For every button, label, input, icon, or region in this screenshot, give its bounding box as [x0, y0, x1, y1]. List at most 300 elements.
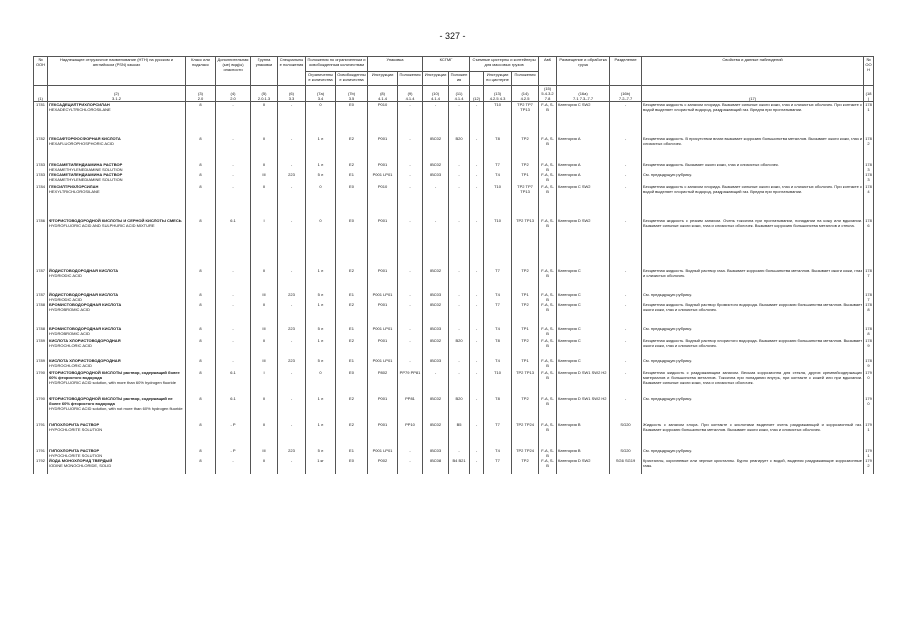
column-number — [34, 86, 48, 102]
name-en: HYDROFLUORIC ACID solution, with not more than 60% hydrogen fluoride — [49, 405, 183, 411]
column-number-label: (16b) — [620, 91, 631, 96]
un-number-right: 1787 — [864, 268, 874, 292]
ibc-provision: - — [449, 370, 470, 396]
column-12: - — [470, 448, 484, 458]
column-number-label: (1) — [38, 96, 43, 101]
name-ru: ГЕКСИЛТРИХЛОРСИЛАН — [49, 183, 99, 189]
stowage: Категория D SW2 — [557, 218, 610, 268]
packing-instruction: P001 — [368, 136, 398, 162]
special-provisions: - — [278, 218, 306, 268]
table-row — [34, 172, 874, 184]
column-reference: 3.1.2 — [112, 96, 121, 101]
tank-instruction: T7 — [484, 268, 512, 292]
column-reference: 2.0.1.3 — [257, 96, 271, 101]
un-number: 1787 — [34, 292, 48, 302]
name-en: HYDROFLUORIC ACID solution, with more than 60% hydrogen fluoride — [49, 379, 176, 385]
properties: Кристаллы, коричневые или черные кристаллы. Бурно реагирует с водой, выделяя раздражающие коррозионные газы. — [642, 458, 864, 474]
name-en: HYDRIODIC ACID — [49, 272, 82, 278]
un-number: 1784 — [34, 184, 48, 218]
name-ru: КИСЛОТА ХЛОРИСТОВОДОРОДНАЯ — [49, 357, 121, 363]
table-row — [34, 396, 874, 422]
packing-group: II — [251, 184, 278, 218]
name-ru: ГЕКСАМЕТИЛЕНДИАМИНА РАСТВОР — [49, 171, 123, 177]
column-reference: 4.1.4 — [431, 96, 440, 101]
shipping-name — [48, 326, 186, 338]
limited-quantity: 1 л — [306, 302, 336, 326]
ibc-provision: B20 — [449, 338, 470, 358]
shipping-name — [48, 448, 186, 458]
column-reference: 5.4.3.2 7.8 — [541, 91, 554, 101]
excepted-quantity: E1 — [336, 326, 368, 338]
un-number-right: 1786 — [864, 218, 874, 268]
packing-instruction: P001 — [368, 338, 398, 358]
un-number: 1782 — [34, 136, 48, 162]
excepted-quantity: E1 — [336, 172, 368, 184]
segregation: - — [610, 136, 642, 162]
properties: Бесцветная жидкость. Водный раствор газа. Вызывает коррозию большинства металлов. Вызывает ожоги кожи, глаз и слизистых оболочек. — [642, 268, 864, 292]
column-numbers-row — [34, 86, 874, 102]
excepted-quantity: E2 — [336, 302, 368, 326]
header-tank-instructions: Инструкции по цистерне — [484, 72, 512, 86]
un-number: 1781 — [34, 102, 48, 136]
packing-provision: PP81 — [398, 396, 423, 422]
ibc-instruction: IBC02 — [423, 302, 449, 326]
header-subsidiary-hazard: Дополнительная(ые) вид(ы) опасности — [216, 57, 251, 86]
packing-provision: - — [398, 458, 423, 474]
special-provisions: 223 — [278, 326, 306, 338]
ibc-instruction: - — [423, 102, 449, 136]
packing-instruction: P001 — [368, 218, 398, 268]
packing-group: III — [251, 172, 278, 184]
ems-code: F-A, S-B — [539, 326, 557, 338]
tank-instruction: T8 — [484, 396, 512, 422]
name-ru: ГИПОХЛОРИТА РАСТВОР — [49, 421, 100, 427]
special-provisions: 223 — [278, 172, 306, 184]
stowage: Категория C — [557, 326, 610, 338]
tank-instruction: T4 — [484, 448, 512, 458]
packing-provision: - — [398, 358, 423, 370]
name-ru: ФТОРИСТОВОДОРОДНОЙ КИСЛОТЫ раствор, содержащий более 60% фтористого водорода — [49, 369, 180, 380]
packing-instruction: P001 — [368, 422, 398, 448]
header-stowage: Размещение и обработка груза — [557, 57, 610, 86]
packing-instruction: P001 LP01 — [368, 172, 398, 184]
ibc-instruction: - — [423, 218, 449, 268]
tank-provision: TP2 — [512, 136, 539, 162]
special-provisions: 223 — [278, 448, 306, 458]
ibc-provision: - — [449, 162, 470, 172]
subsidiary-hazard: 6.1 — [216, 370, 251, 396]
ems-code: F-A, S-B — [539, 302, 557, 326]
tank-instruction: T10 — [484, 370, 512, 396]
ems-code: F-A, S-B — [539, 102, 557, 136]
ibc-instruction: IBC02 — [423, 136, 449, 162]
excepted-quantity: E1 — [336, 292, 368, 302]
name-ru: ФТОРИСТОВОДОРОДНОЙ КИСЛОТЫ И СЕРНОЙ КИСЛОТЫ СМЕСЬ — [49, 217, 182, 223]
column-number — [398, 86, 423, 102]
segregation: - — [610, 358, 642, 370]
header-tank-provisions: Положения — [512, 72, 539, 86]
shipping-name — [48, 422, 186, 448]
stowage: Категория A — [557, 136, 610, 162]
special-provisions: - — [278, 396, 306, 422]
ibc-provision: - — [449, 102, 470, 136]
column-number — [306, 86, 336, 102]
column-number — [368, 86, 398, 102]
un-number: 1791 — [34, 422, 48, 448]
name-en: HYDROCHLORIC ACID — [49, 362, 92, 368]
limited-quantity: 1 кг — [306, 458, 336, 474]
ibc-instruction: IBC03 — [423, 448, 449, 458]
tank-provision: TP2 — [512, 396, 539, 422]
name-en: IODINE MONOCHLORIDE, SOLID — [49, 462, 112, 468]
tank-provision: TP2 TP7 TP13 — [512, 184, 539, 218]
column-number — [336, 86, 368, 102]
limited-quantity: 5 л — [306, 292, 336, 302]
column-12: - — [470, 172, 484, 184]
column-reference: 4.1.4 — [405, 96, 415, 101]
column-reference: 3.3 — [288, 96, 295, 101]
shipping-name — [48, 302, 186, 326]
class: 8 — [186, 396, 216, 422]
column-number-label: (5) — [261, 91, 267, 96]
un-number: 1789 — [34, 358, 48, 370]
ems-code: F-A, S-B — [539, 396, 557, 422]
stowage: Категория A — [557, 162, 610, 172]
ibc-provision: B20 — [449, 396, 470, 422]
subsidiary-hazard: - — [216, 458, 251, 474]
packing-group: II — [251, 396, 278, 422]
ibc-provision: B20 — [449, 136, 470, 162]
table-row — [34, 292, 874, 302]
segregation: - — [610, 102, 642, 136]
name-ru: ГЕКСАМЕТИЛЕНДИАМИНА РАСТВОР — [49, 161, 123, 167]
ems-code: F-A, S-B — [539, 358, 557, 370]
table-row — [34, 102, 874, 136]
tank-instruction: T7 — [484, 458, 512, 474]
shipping-name — [48, 136, 186, 162]
column-number-label: (15) — [543, 86, 552, 91]
name-en: HYDRIODIC ACID — [49, 296, 82, 302]
header-properties: Свойства и данные наблюдений — [642, 57, 864, 86]
subsidiary-hazard: - — [216, 268, 251, 292]
column-number-label: (10) — [431, 91, 440, 96]
column-number-label: (14) — [521, 91, 529, 96]
column-12: - — [470, 162, 484, 172]
packing-group: II — [251, 268, 278, 292]
tank-provision: TP1 — [512, 326, 539, 338]
column-reference: 7.1 7.3–7.7 — [573, 96, 594, 101]
segregation: SG20 — [610, 448, 642, 458]
ems-code: F-A, S-B — [539, 338, 557, 358]
column-number — [539, 86, 557, 102]
column-number-label: (13) — [493, 91, 502, 96]
un-number-right: 1789 — [864, 338, 874, 358]
table-row — [34, 302, 874, 326]
shipping-name — [48, 292, 186, 302]
packing-instruction: P010 — [368, 102, 398, 136]
table-row — [34, 326, 874, 338]
tank-instruction: T4 — [484, 358, 512, 370]
tank-instruction: T4 — [484, 326, 512, 338]
name-ru: ЙОДА МОНОХЛОРИД ТВЕРДЫЙ — [49, 457, 113, 463]
subsidiary-hazard: - — [216, 102, 251, 136]
ibc-provision: - — [449, 302, 470, 326]
un-number-right: 1784 — [864, 184, 874, 218]
column-number-label: (12) — [472, 96, 481, 101]
header-ems: АвК — [539, 57, 557, 86]
un-number-right: 1787 — [865, 291, 872, 302]
subsidiary-hazard: - — [216, 162, 251, 172]
segregation: - — [610, 172, 642, 184]
ibc-instruction: IBC02 — [423, 268, 449, 292]
un-number: 1792 — [34, 458, 48, 474]
shipping-name — [48, 458, 186, 474]
column-number — [449, 86, 470, 102]
packing-group: III — [251, 326, 278, 338]
stowage: Категория C SW2 — [557, 184, 610, 218]
properties: Бесцветная жидкость. Водный раствор хлористого водорода. Вызывает коррозию большинства металлов. Вызывает ожоги кожи, глаз и слизистых оболочек. — [642, 338, 864, 358]
tank-provision: TP2 TP13 — [512, 370, 539, 396]
ibc-instruction: IBC08 — [423, 458, 449, 474]
column-number — [48, 86, 186, 102]
ibc-provision: - — [449, 448, 470, 458]
column-12: - — [470, 102, 484, 136]
packing-instruction: P001 LP01 — [368, 326, 398, 338]
table-row — [34, 458, 874, 474]
class: 8 — [186, 448, 216, 458]
excepted-quantity: E2 — [336, 338, 368, 358]
limited-quantity: 1 л — [306, 268, 336, 292]
shipping-name — [48, 184, 186, 218]
segregation: - — [610, 326, 642, 338]
packing-provision: - — [398, 136, 423, 162]
name-en: HEXAMETHYLENEDIAMINE SOLUTION — [49, 176, 123, 182]
packing-provision: - — [398, 326, 423, 338]
name-ru: ГЕКСАДЕЦИЛТРИХЛОРСИЛАН — [49, 102, 110, 107]
header-packing-group: Группа упаковки — [251, 57, 278, 86]
column-12: - — [470, 184, 484, 218]
class: 8 — [186, 292, 216, 302]
column-number — [423, 86, 449, 102]
header-un-no-right: № ООН — [864, 57, 874, 86]
stowage: Категория B — [557, 448, 610, 458]
class: 8 — [186, 162, 216, 172]
subsidiary-hazard: - — [216, 338, 251, 358]
ibc-instruction: IBC03 — [423, 358, 449, 370]
table-row — [34, 358, 874, 370]
excepted-quantity: E0 — [336, 370, 368, 396]
shipping-name — [48, 338, 186, 358]
shipping-name — [48, 102, 186, 136]
ems-code: F-A, S-B — [539, 458, 557, 474]
ibc-provision: - — [449, 172, 470, 184]
class: 8 — [186, 338, 216, 358]
ems-code: F-A, S-B — [539, 162, 557, 172]
packing-instruction: P002 — [368, 458, 398, 474]
column-number-label: (11) — [455, 91, 463, 96]
shipping-name — [48, 358, 186, 370]
column-reference: 2.0 — [197, 96, 204, 101]
subsidiary-hazard: - — [216, 292, 251, 302]
un-number: 1788 — [34, 326, 48, 338]
subsidiary-hazard: - P — [216, 448, 251, 458]
column-number-label: (9) — [407, 91, 413, 96]
subsidiary-hazard: 6.1 — [216, 218, 251, 268]
class: 8 — [186, 102, 216, 136]
excepted-quantity: E1 — [336, 358, 368, 370]
excepted-quantity: E0 — [336, 218, 368, 268]
stowage: Категория B — [557, 422, 610, 448]
header-col12 — [470, 72, 484, 86]
un-number: 1791 — [34, 448, 48, 458]
un-number-right: 1783 — [865, 171, 872, 182]
special-provisions: - — [278, 162, 306, 172]
header-segregation: Разделение — [610, 57, 642, 86]
column-number — [484, 86, 512, 102]
special-provisions: - — [278, 268, 306, 292]
tank-instruction: T7 — [484, 162, 512, 172]
header-packaging: Упаковка — [368, 57, 423, 72]
ems-code: F-A, S-B — [539, 448, 557, 458]
ems-code: F-A, S-B — [539, 370, 557, 396]
column-number — [512, 86, 539, 102]
tank-instruction: T4 — [484, 172, 512, 184]
tank-provision: TP2 — [512, 338, 539, 358]
class: 8 — [186, 184, 216, 218]
segregation: - — [610, 162, 642, 172]
special-provisions: - — [278, 136, 306, 162]
column-number-label: (7a) — [316, 91, 325, 96]
properties: См. предыдущую рубрику. — [642, 358, 864, 370]
packing-provision: - — [398, 268, 423, 292]
excepted-quantity: E2 — [336, 396, 368, 422]
excepted-quantity: E0 — [336, 458, 368, 474]
limited-quantity: 0 — [306, 218, 336, 268]
class: 8 — [186, 218, 216, 268]
ibc-instruction: - — [423, 370, 449, 396]
ibc-instruction: IBC03 — [423, 326, 449, 338]
subsidiary-hazard: - — [216, 302, 251, 326]
un-number-right: 1781 — [864, 102, 874, 136]
un-number-right: 1788 — [865, 325, 872, 336]
ibc-provision: - — [449, 268, 470, 292]
header-ibc-instructions: Инструкции — [423, 72, 449, 86]
column-number — [186, 86, 216, 102]
ems-code: F-A, S-B — [539, 218, 557, 268]
excepted-quantity: E2 — [336, 162, 368, 172]
stowage: Категория D SW2 — [557, 458, 610, 474]
column-12: - — [470, 218, 484, 268]
dangerous-goods-table — [33, 56, 874, 474]
segregation: - — [610, 370, 642, 396]
column-reference: 4.1.4 — [378, 96, 387, 101]
limited-quantity: 5 л — [306, 358, 336, 370]
name-en: HYPOCHLORITE SOLUTION — [49, 426, 103, 432]
column-number — [470, 86, 484, 102]
un-number: 1790 — [34, 396, 48, 422]
column-12: - — [470, 268, 484, 292]
packing-provision: - — [398, 184, 423, 218]
excepted-quantity: E2 — [336, 268, 368, 292]
ems-code: F-A, S-B — [539, 292, 557, 302]
column-number-label: (7b) — [347, 91, 356, 96]
header-excepted-qty: Освобожденные количества — [336, 72, 368, 86]
properties: См. предыдущую рубрику. — [642, 326, 864, 338]
name-en: HEXYLTRICHLOROSILANE — [49, 188, 100, 194]
column-reference: 3.4 — [317, 96, 324, 101]
name-ru: ФТОРИСТОВОДОРОДНОЙ КИСЛОТЫ раствор, содержащий не более 60% фтористого водорода — [49, 395, 173, 406]
shipping-name — [48, 172, 186, 184]
ibc-provision: B5 — [449, 422, 470, 448]
tank-provision: TP2 — [512, 268, 539, 292]
properties: Бесцветная жидкость. В присутствии влаги вызывает коррозию большинства металлов. Вызывает ожоги кожи, глаз и слизистых оболочек. — [642, 136, 864, 162]
column-12: - — [470, 396, 484, 422]
table-header — [34, 57, 874, 102]
limited-quantity: 0 — [306, 102, 336, 136]
column-number-label: (2) — [114, 91, 119, 96]
table-row — [34, 162, 874, 172]
un-number: 1787 — [34, 268, 48, 292]
column-12: - — [470, 422, 484, 448]
ibc-instruction: IBC02 — [423, 396, 449, 422]
tank-provision: TP2 — [512, 162, 539, 172]
class: 8 — [186, 358, 216, 370]
special-provisions: - — [278, 302, 306, 326]
un-number: 1788 — [34, 302, 48, 326]
properties: Бесцветная жидкость. Вызывает ожоги кожи, глаз и слизистых оболочек. — [642, 162, 864, 172]
un-number-right: 1790 — [864, 370, 874, 396]
packing-group: III — [251, 358, 278, 370]
header-special-provisions: Специальные положения — [278, 57, 306, 86]
packing-provision: - — [398, 448, 423, 458]
column-number-label: (17) — [748, 96, 757, 101]
tank-instruction: T10 — [484, 184, 512, 218]
packing-group: I — [251, 370, 278, 396]
packing-instruction: P001 LP01 — [368, 448, 398, 458]
stowage: Категория C — [557, 358, 610, 370]
segregation: - — [610, 302, 642, 326]
packing-instruction: P001 — [368, 162, 398, 172]
column-number-label: (6) — [289, 91, 294, 96]
stowage: Категория D SW1 SW2 H2 — [557, 370, 610, 396]
column-12: - — [470, 358, 484, 370]
table-row — [34, 268, 874, 292]
special-provisions: - — [278, 458, 306, 474]
column-reference: 4.2.5 4.3 — [489, 96, 506, 101]
name-en: HYPOCHLORITE SOLUTION — [49, 452, 103, 458]
packing-provision: - — [398, 338, 423, 358]
header-ibc: КСГМГ — [423, 57, 470, 72]
excepted-quantity: E0 — [336, 102, 368, 136]
class: 8 — [186, 326, 216, 338]
special-provisions: 223 — [278, 292, 306, 302]
tank-instruction: T8 — [484, 136, 512, 162]
column-12: - — [470, 326, 484, 338]
ibc-provision: B4 B21 — [449, 458, 470, 474]
name-en: HYDROCHLORIC ACID — [49, 342, 92, 348]
packing-group: III — [251, 292, 278, 302]
properties: Бесцветная жидкость. Водный раствор бромистого водорода. Вызывает коррозию большинства металлов. Вызывает ожоги кожи, глаз и слизистых оболочек. — [642, 302, 864, 326]
un-number: 1789 — [34, 338, 48, 358]
packing-provision: - — [398, 292, 423, 302]
name-ru: ГИПОХЛОРИТА РАСТВОР — [49, 447, 100, 453]
packing-group: II — [251, 458, 278, 474]
name-ru: БРОМИСТОВОДОРОДНАЯ КИСЛОТА — [49, 301, 122, 307]
un-number-right: 1792 — [864, 458, 874, 474]
packing-provision: - — [398, 302, 423, 326]
shipping-name — [48, 268, 186, 292]
excepted-quantity: E1 — [336, 448, 368, 458]
